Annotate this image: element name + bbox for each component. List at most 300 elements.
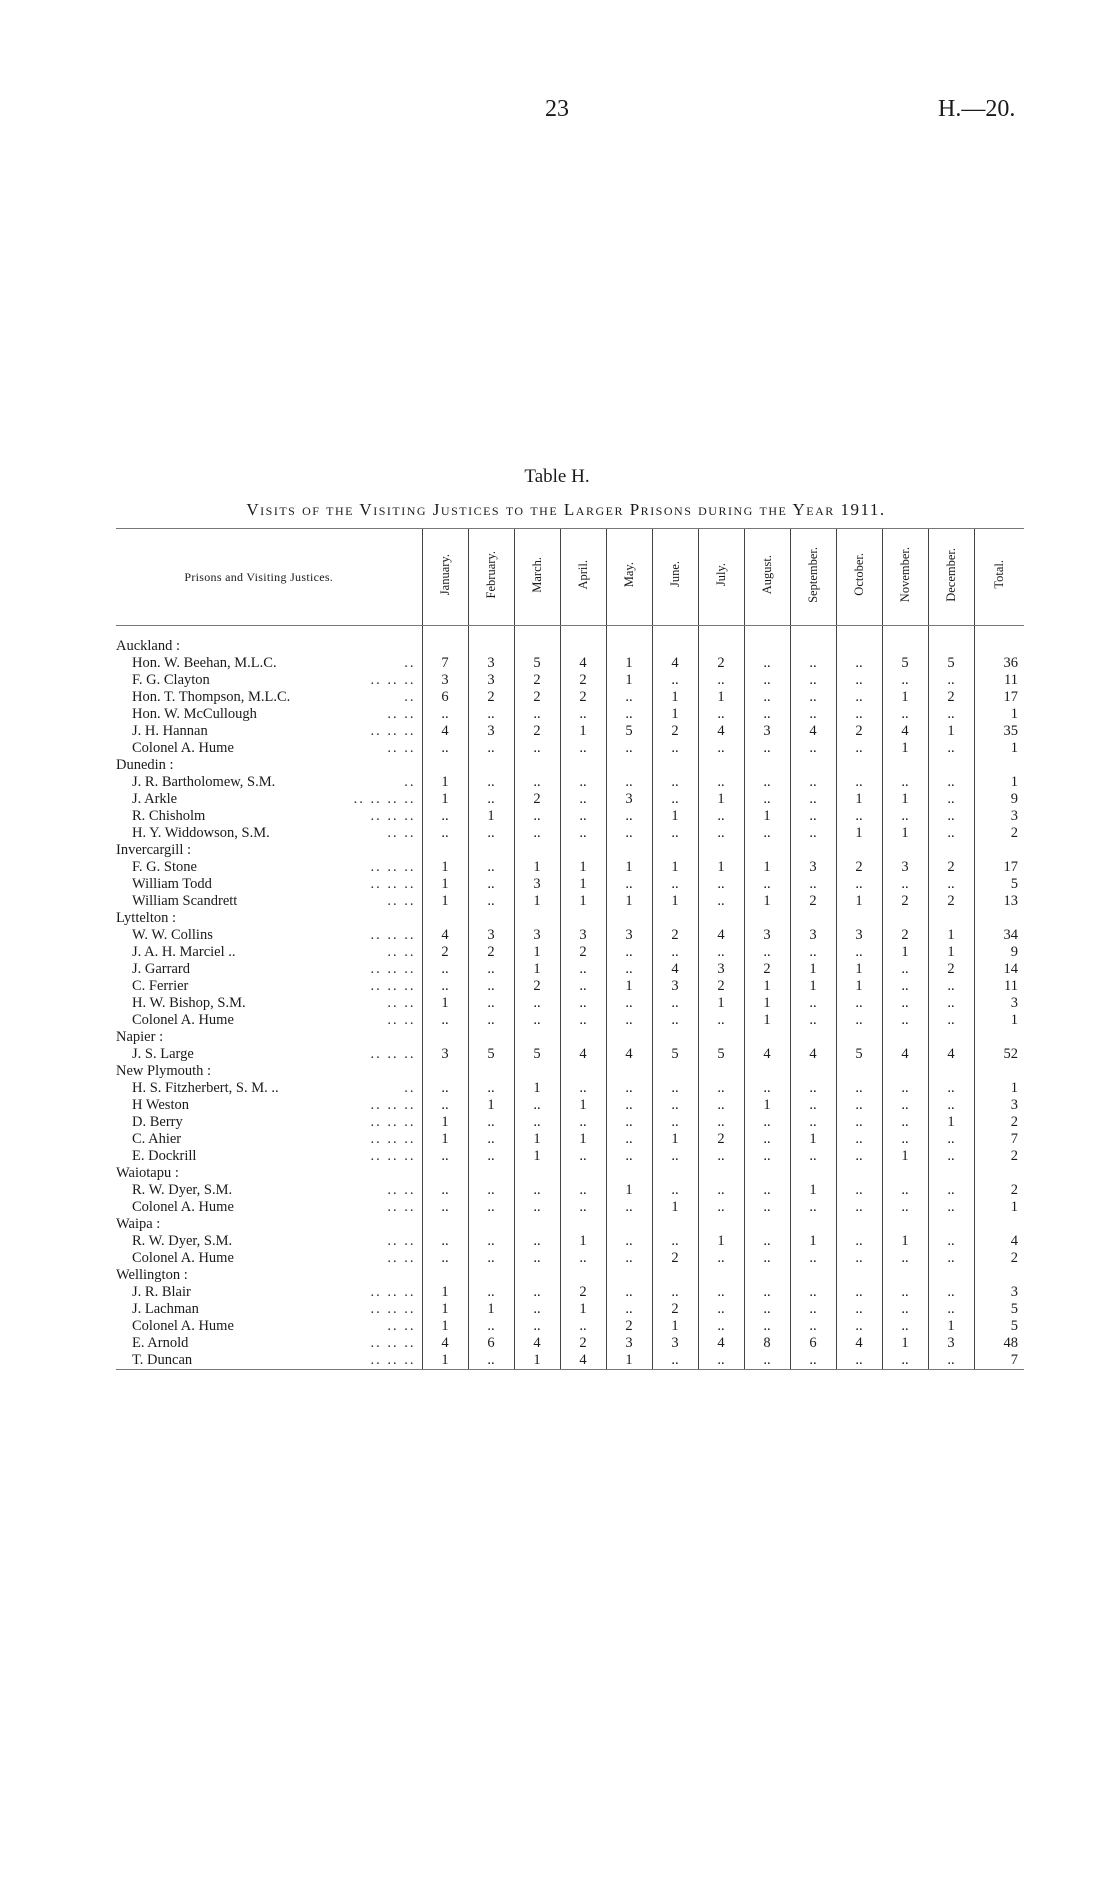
empty-cell bbox=[744, 1165, 790, 1182]
month-visit-count: 1 bbox=[744, 893, 790, 910]
month-visit-count: .. bbox=[652, 995, 698, 1012]
justice-row bbox=[116, 689, 1024, 706]
justice-name-cell bbox=[116, 1046, 422, 1063]
month-visit-count: 2 bbox=[514, 672, 560, 689]
month-visit-count: .. bbox=[560, 978, 606, 995]
month-visit-count: .. bbox=[698, 1352, 744, 1370]
empty-cell bbox=[698, 1216, 744, 1233]
month-visit-count: 1 bbox=[560, 1097, 606, 1114]
prison-group-row bbox=[116, 910, 1024, 927]
month-visit-count: .. bbox=[652, 1114, 698, 1131]
header-month bbox=[928, 529, 974, 626]
total-visit-count: 11 bbox=[974, 978, 1024, 995]
justice-row bbox=[116, 978, 1024, 995]
empty-cell bbox=[836, 1216, 882, 1233]
justice-row bbox=[116, 927, 1024, 944]
empty-cell bbox=[928, 910, 974, 927]
month-visit-count: .. bbox=[790, 672, 836, 689]
month-visit-count: .. bbox=[560, 1318, 606, 1335]
header-month-label: May. bbox=[621, 561, 636, 588]
empty-cell bbox=[974, 626, 1024, 639]
justice-name: Colonel A. Hume bbox=[132, 1199, 234, 1215]
month-visit-count: .. bbox=[652, 1148, 698, 1165]
month-visit-count: 1 bbox=[652, 1131, 698, 1148]
empty-cell bbox=[882, 757, 928, 774]
total-visit-count: 4 bbox=[974, 1233, 1024, 1250]
header-month bbox=[468, 529, 514, 626]
month-visit-count: 7 bbox=[422, 655, 468, 672]
month-visit-count: 1 bbox=[882, 944, 928, 961]
month-visit-count: 1 bbox=[698, 995, 744, 1012]
month-visit-count: 5 bbox=[606, 723, 652, 740]
dot-leader: .. bbox=[404, 655, 416, 671]
empty-cell bbox=[560, 910, 606, 927]
month-visit-count: 1 bbox=[422, 893, 468, 910]
month-visit-count: .. bbox=[698, 876, 744, 893]
month-visit-count: 1 bbox=[422, 1114, 468, 1131]
justice-row bbox=[116, 1352, 1024, 1370]
total-visit-count: 2 bbox=[974, 1114, 1024, 1131]
total-visit-count: 1 bbox=[974, 1080, 1024, 1097]
month-visit-count: 1 bbox=[606, 978, 652, 995]
month-visit-count: .. bbox=[422, 1250, 468, 1267]
month-visit-count: .. bbox=[652, 1097, 698, 1114]
month-visit-count: 1 bbox=[698, 1233, 744, 1250]
justice-name: E. Dockrill bbox=[132, 1148, 197, 1164]
month-visit-count: 3 bbox=[514, 876, 560, 893]
header-month-label: March. bbox=[529, 556, 544, 593]
month-visit-count: .. bbox=[422, 825, 468, 842]
justice-name: J. Arkle bbox=[132, 791, 178, 807]
empty-cell bbox=[606, 1029, 652, 1046]
month-visit-count: 2 bbox=[698, 655, 744, 672]
month-visit-count: 3 bbox=[652, 978, 698, 995]
month-visit-count: 3 bbox=[652, 1335, 698, 1352]
month-visit-count: .. bbox=[698, 944, 744, 961]
month-visit-count: 8 bbox=[744, 1335, 790, 1352]
total-visit-count: 17 bbox=[974, 859, 1024, 876]
empty-cell bbox=[422, 757, 468, 774]
empty-cell bbox=[116, 626, 422, 639]
empty-cell bbox=[652, 910, 698, 927]
month-visit-count: 6 bbox=[790, 1335, 836, 1352]
month-visit-count: .. bbox=[468, 706, 514, 723]
month-visit-count: 3 bbox=[744, 927, 790, 944]
justice-row bbox=[116, 1114, 1024, 1131]
month-visit-count: .. bbox=[698, 1114, 744, 1131]
empty-cell bbox=[790, 842, 836, 859]
total-visit-count: 3 bbox=[974, 808, 1024, 825]
month-visit-count: .. bbox=[790, 689, 836, 706]
justice-row bbox=[116, 876, 1024, 893]
header-prisons-justices bbox=[116, 529, 422, 626]
month-visit-count: 1 bbox=[560, 876, 606, 893]
month-visit-count: .. bbox=[514, 706, 560, 723]
month-visit-count: .. bbox=[468, 1199, 514, 1216]
month-visit-count: .. bbox=[928, 1131, 974, 1148]
prison-group-row bbox=[116, 757, 1024, 774]
empty-cell bbox=[836, 842, 882, 859]
justice-name-cell bbox=[116, 774, 422, 791]
justice-name-cell bbox=[116, 1080, 422, 1097]
empty-cell bbox=[836, 757, 882, 774]
prison-name: New Plymouth : bbox=[116, 1063, 212, 1079]
prison-group-row bbox=[116, 1063, 1024, 1080]
month-visit-count: .. bbox=[928, 808, 974, 825]
dot-leader: .. .. .. bbox=[370, 876, 416, 892]
empty-cell bbox=[790, 910, 836, 927]
month-visit-count: .. bbox=[928, 978, 974, 995]
month-visit-count: .. bbox=[652, 1233, 698, 1250]
empty-cell bbox=[836, 1165, 882, 1182]
total-visit-count: 7 bbox=[974, 1352, 1024, 1370]
empty-cell bbox=[882, 1029, 928, 1046]
justice-name-cell bbox=[116, 1318, 422, 1335]
empty-cell bbox=[652, 1216, 698, 1233]
justice-name-cell bbox=[116, 978, 422, 995]
dot-leader: .. .. .. bbox=[370, 1097, 416, 1113]
month-visit-count: .. bbox=[560, 1250, 606, 1267]
month-visit-count: 1 bbox=[744, 808, 790, 825]
empty-cell bbox=[790, 1029, 836, 1046]
empty-cell bbox=[652, 1063, 698, 1080]
month-visit-count: 1 bbox=[882, 1335, 928, 1352]
total-visit-count: 5 bbox=[974, 876, 1024, 893]
document-reference: H.—20. bbox=[938, 96, 1016, 122]
empty-cell bbox=[790, 626, 836, 639]
dot-leader: .. .. bbox=[387, 740, 416, 756]
empty-cell bbox=[514, 1029, 560, 1046]
empty-cell bbox=[928, 1029, 974, 1046]
month-visit-count: .. bbox=[468, 893, 514, 910]
prison-name: Invercargill : bbox=[116, 842, 192, 858]
justice-name-cell bbox=[116, 740, 422, 757]
month-visit-count: .. bbox=[606, 1301, 652, 1318]
justice-row bbox=[116, 1012, 1024, 1029]
empty-cell bbox=[698, 757, 744, 774]
header-month-label: January. bbox=[437, 553, 452, 596]
month-visit-count: .. bbox=[606, 689, 652, 706]
justice-name: J. H. Hannan bbox=[132, 723, 208, 739]
empty-cell bbox=[882, 626, 928, 639]
empty-cell bbox=[928, 842, 974, 859]
month-visit-count: .. bbox=[514, 1318, 560, 1335]
prison-name: Waipa : bbox=[116, 1216, 161, 1232]
month-visit-count: .. bbox=[422, 740, 468, 757]
month-visit-count: .. bbox=[882, 961, 928, 978]
empty-cell bbox=[606, 1165, 652, 1182]
empty-cell bbox=[744, 1267, 790, 1284]
justice-name-cell bbox=[116, 1148, 422, 1165]
justice-name-cell bbox=[116, 995, 422, 1012]
month-visit-count: .. bbox=[790, 1301, 836, 1318]
month-visit-count: .. bbox=[836, 1250, 882, 1267]
month-visit-count: .. bbox=[928, 1284, 974, 1301]
month-visit-count: 2 bbox=[652, 927, 698, 944]
month-visit-count: .. bbox=[698, 893, 744, 910]
month-visit-count: .. bbox=[514, 774, 560, 791]
month-visit-count: .. bbox=[836, 740, 882, 757]
month-visit-count: .. bbox=[468, 1114, 514, 1131]
month-visit-count: 4 bbox=[422, 927, 468, 944]
empty-cell bbox=[974, 638, 1024, 655]
header-prisons-justices-label: Prisons and Visiting Justices. bbox=[184, 569, 334, 584]
table-body bbox=[116, 626, 1024, 1370]
month-visit-count: .. bbox=[790, 655, 836, 672]
empty-cell bbox=[468, 1216, 514, 1233]
month-visit-count: 2 bbox=[560, 944, 606, 961]
month-visit-count: .. bbox=[790, 740, 836, 757]
month-visit-count: .. bbox=[928, 1182, 974, 1199]
month-visit-count: .. bbox=[560, 1012, 606, 1029]
month-visit-count: .. bbox=[836, 876, 882, 893]
justice-row bbox=[116, 1284, 1024, 1301]
empty-cell bbox=[652, 1029, 698, 1046]
month-visit-count: 2 bbox=[514, 689, 560, 706]
month-visit-count: .. bbox=[836, 1080, 882, 1097]
month-visit-count: 1 bbox=[514, 859, 560, 876]
month-visit-count: .. bbox=[928, 740, 974, 757]
month-visit-count: 1 bbox=[514, 893, 560, 910]
month-visit-count: .. bbox=[928, 1012, 974, 1029]
justice-name: F. G. Clayton bbox=[132, 672, 210, 688]
month-visit-count: 2 bbox=[882, 927, 928, 944]
justice-name-cell bbox=[116, 655, 422, 672]
month-visit-count: .. bbox=[744, 1318, 790, 1335]
month-visit-count: .. bbox=[606, 825, 652, 842]
justice-row bbox=[116, 791, 1024, 808]
empty-cell bbox=[744, 1063, 790, 1080]
month-visit-count: .. bbox=[744, 1199, 790, 1216]
month-visit-count: 1 bbox=[652, 689, 698, 706]
month-visit-count: 2 bbox=[514, 791, 560, 808]
empty-cell bbox=[514, 757, 560, 774]
justice-name-cell bbox=[116, 876, 422, 893]
prison-name: Napier : bbox=[116, 1029, 164, 1045]
month-visit-count: .. bbox=[836, 655, 882, 672]
month-visit-count: .. bbox=[882, 1114, 928, 1131]
month-visit-count: 1 bbox=[514, 1148, 560, 1165]
empty-cell bbox=[468, 638, 514, 655]
month-visit-count: 3 bbox=[560, 927, 606, 944]
justice-name-cell bbox=[116, 1233, 422, 1250]
month-visit-count: .. bbox=[790, 774, 836, 791]
month-visit-count: .. bbox=[882, 995, 928, 1012]
month-visit-count: .. bbox=[606, 876, 652, 893]
month-visit-count: 1 bbox=[422, 995, 468, 1012]
month-visit-count: 3 bbox=[882, 859, 928, 876]
spacer-row bbox=[116, 626, 1024, 639]
month-visit-count: 1 bbox=[606, 672, 652, 689]
month-visit-count: 4 bbox=[422, 1335, 468, 1352]
month-visit-count: 1 bbox=[422, 859, 468, 876]
justice-name: J. S. Large bbox=[132, 1046, 194, 1062]
month-visit-count: 2 bbox=[928, 961, 974, 978]
month-visit-count: .. bbox=[468, 1318, 514, 1335]
month-visit-count: .. bbox=[698, 774, 744, 791]
month-visit-count: 1 bbox=[606, 893, 652, 910]
justice-name-cell bbox=[116, 1097, 422, 1114]
empty-cell bbox=[928, 1063, 974, 1080]
month-visit-count: .. bbox=[698, 808, 744, 825]
month-visit-count: 1 bbox=[836, 961, 882, 978]
month-visit-count: .. bbox=[606, 1199, 652, 1216]
month-visit-count: 6 bbox=[422, 689, 468, 706]
month-visit-count: .. bbox=[836, 944, 882, 961]
month-visit-count: 1 bbox=[560, 1233, 606, 1250]
month-visit-count: 2 bbox=[514, 978, 560, 995]
empty-cell bbox=[974, 1063, 1024, 1080]
month-visit-count: .. bbox=[698, 706, 744, 723]
month-visit-count: .. bbox=[882, 978, 928, 995]
month-visit-count: .. bbox=[422, 1097, 468, 1114]
empty-cell bbox=[698, 842, 744, 859]
month-visit-count: 4 bbox=[928, 1046, 974, 1063]
month-visit-count: .. bbox=[744, 1250, 790, 1267]
justice-name-cell bbox=[116, 1352, 422, 1370]
header-month-label: October. bbox=[851, 553, 866, 596]
month-visit-count: 2 bbox=[790, 893, 836, 910]
total-visit-count: 9 bbox=[974, 944, 1024, 961]
month-visit-count: 1 bbox=[606, 859, 652, 876]
month-visit-count: 5 bbox=[882, 655, 928, 672]
month-visit-count: .. bbox=[790, 944, 836, 961]
justice-name-cell bbox=[116, 893, 422, 910]
empty-cell bbox=[422, 910, 468, 927]
dot-leader: .. .. bbox=[387, 1182, 416, 1198]
month-visit-count: 1 bbox=[882, 740, 928, 757]
header-month bbox=[422, 529, 468, 626]
header-month bbox=[606, 529, 652, 626]
header-month-label: December. bbox=[943, 547, 958, 602]
month-visit-count: .. bbox=[790, 1284, 836, 1301]
justice-name-cell bbox=[116, 1131, 422, 1148]
justice-row bbox=[116, 1097, 1024, 1114]
month-visit-count: 1 bbox=[652, 1199, 698, 1216]
empty-cell bbox=[514, 626, 560, 639]
dot-leader: .. bbox=[404, 689, 416, 705]
justice-name: R. W. Dyer, S.M. bbox=[132, 1233, 233, 1249]
month-visit-count: .. bbox=[606, 995, 652, 1012]
month-visit-count: .. bbox=[882, 1097, 928, 1114]
month-visit-count: 2 bbox=[422, 944, 468, 961]
empty-cell bbox=[974, 1029, 1024, 1046]
month-visit-count: .. bbox=[468, 1250, 514, 1267]
month-visit-count: .. bbox=[744, 655, 790, 672]
justice-row bbox=[116, 1199, 1024, 1216]
month-visit-count: 2 bbox=[560, 1335, 606, 1352]
month-visit-count: .. bbox=[468, 1352, 514, 1370]
month-visit-count: 1 bbox=[882, 689, 928, 706]
month-visit-count: .. bbox=[652, 740, 698, 757]
empty-cell bbox=[422, 842, 468, 859]
month-visit-count: .. bbox=[422, 961, 468, 978]
month-visit-count: 4 bbox=[514, 1335, 560, 1352]
empty-cell bbox=[652, 638, 698, 655]
month-visit-count: .. bbox=[514, 1199, 560, 1216]
month-visit-count: .. bbox=[928, 1233, 974, 1250]
justice-name: Colonel A. Hume bbox=[132, 1318, 234, 1334]
justice-name-cell bbox=[116, 961, 422, 978]
month-visit-count: .. bbox=[422, 1080, 468, 1097]
month-visit-count: 5 bbox=[698, 1046, 744, 1063]
month-visit-count: .. bbox=[790, 808, 836, 825]
month-visit-count: .. bbox=[790, 1012, 836, 1029]
empty-cell bbox=[882, 638, 928, 655]
empty-cell bbox=[836, 626, 882, 639]
total-visit-count: 14 bbox=[974, 961, 1024, 978]
month-visit-count: 4 bbox=[422, 723, 468, 740]
justice-name-cell bbox=[116, 1012, 422, 1029]
empty-cell bbox=[928, 638, 974, 655]
total-visit-count: 48 bbox=[974, 1335, 1024, 1352]
justice-name: William Scandrett bbox=[132, 893, 238, 909]
month-visit-count: .. bbox=[836, 706, 882, 723]
month-visit-count: .. bbox=[744, 672, 790, 689]
month-visit-count: .. bbox=[514, 995, 560, 1012]
month-visit-count: .. bbox=[652, 1080, 698, 1097]
month-visit-count: 1 bbox=[744, 1012, 790, 1029]
month-visit-count: .. bbox=[928, 1080, 974, 1097]
justice-name-cell bbox=[116, 723, 422, 740]
dot-leader: .. .. .. bbox=[370, 961, 416, 977]
empty-cell bbox=[744, 757, 790, 774]
empty-cell bbox=[606, 910, 652, 927]
total-visit-count: 11 bbox=[974, 672, 1024, 689]
month-visit-count: .. bbox=[882, 774, 928, 791]
header-month bbox=[882, 529, 928, 626]
empty-cell bbox=[744, 638, 790, 655]
empty-cell bbox=[514, 842, 560, 859]
justice-name-cell bbox=[116, 1284, 422, 1301]
month-visit-count: .. bbox=[652, 1182, 698, 1199]
month-visit-count: .. bbox=[882, 1250, 928, 1267]
month-visit-count: 4 bbox=[790, 1046, 836, 1063]
month-visit-count: 1 bbox=[422, 774, 468, 791]
dot-leader: .. .. .. bbox=[370, 1301, 416, 1317]
justice-name: J. Lachman bbox=[132, 1301, 199, 1317]
month-visit-count: .. bbox=[882, 1301, 928, 1318]
month-visit-count: .. bbox=[606, 740, 652, 757]
month-visit-count: .. bbox=[468, 859, 514, 876]
empty-cell bbox=[652, 757, 698, 774]
month-visit-count: .. bbox=[744, 944, 790, 961]
empty-cell bbox=[698, 626, 744, 639]
month-visit-count: 4 bbox=[698, 927, 744, 944]
month-visit-count: .. bbox=[560, 825, 606, 842]
month-visit-count: 2 bbox=[652, 1250, 698, 1267]
month-visit-count: .. bbox=[836, 1097, 882, 1114]
month-visit-count: 1 bbox=[560, 1301, 606, 1318]
month-visit-count: 1 bbox=[836, 978, 882, 995]
month-visit-count: .. bbox=[468, 1131, 514, 1148]
month-visit-count: .. bbox=[928, 1097, 974, 1114]
dot-leader: .. bbox=[404, 774, 416, 790]
month-visit-count: 5 bbox=[652, 1046, 698, 1063]
month-visit-count: 1 bbox=[422, 1352, 468, 1370]
justice-name: Hon. W. Beehan, M.L.C. bbox=[132, 655, 277, 671]
justice-name-cell bbox=[116, 1114, 422, 1131]
month-visit-count: .. bbox=[790, 1097, 836, 1114]
month-visit-count: .. bbox=[744, 740, 790, 757]
justice-name-cell bbox=[116, 1182, 422, 1199]
month-visit-count: 3 bbox=[790, 859, 836, 876]
empty-cell bbox=[652, 1165, 698, 1182]
month-visit-count: 4 bbox=[790, 723, 836, 740]
justice-name: William Todd bbox=[132, 876, 212, 892]
month-visit-count: 5 bbox=[468, 1046, 514, 1063]
month-visit-count: 4 bbox=[744, 1046, 790, 1063]
